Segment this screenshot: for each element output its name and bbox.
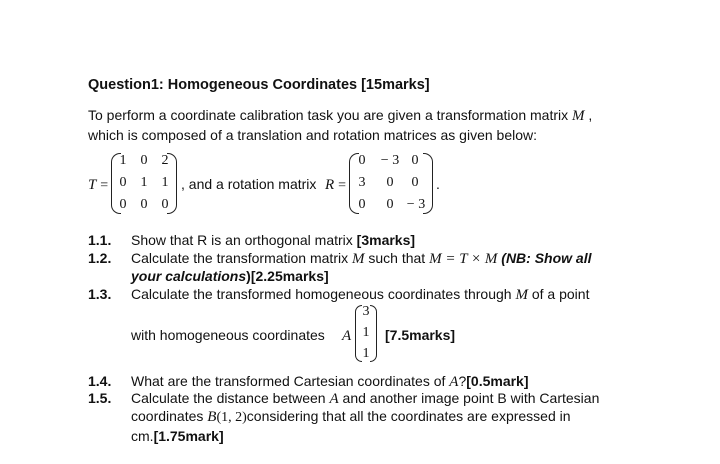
matrix-cell: 3 <box>358 175 366 190</box>
vector-cell: 3 <box>362 304 370 319</box>
vector-cell: 1 <box>362 346 370 361</box>
matrix-cell: 2 <box>161 153 169 168</box>
question-title: Question1: Homogeneous Coordinates [15marks] <box>88 77 430 93</box>
matrix-cell: 1 <box>140 175 148 190</box>
equals-sign: = <box>338 178 346 193</box>
vector-A <box>355 305 377 363</box>
var-A: A <box>329 391 339 407</box>
item-text: of a point <box>527 286 590 302</box>
matrix-T-label <box>88 176 108 194</box>
matrix-cell: 0 <box>119 197 127 212</box>
var-B: B <box>207 409 217 425</box>
matrix-T <box>111 153 177 215</box>
item-text: Show that R is an orthogonal matrix <box>131 232 357 248</box>
item-number: 1.2. <box>88 250 112 266</box>
item-1-5-text-cont2 <box>131 428 224 444</box>
matrix-cell: − 3 <box>380 153 400 168</box>
item-1-1-text <box>131 232 415 248</box>
item-number: 1.5. <box>88 390 112 406</box>
item-1-3-text-cont: with homogeneous coordinates <box>131 327 325 343</box>
note-text: your calculations <box>131 268 247 284</box>
matrix-cell: 0 <box>386 175 394 190</box>
question-mark: ? <box>458 373 467 389</box>
matrix-R-label <box>325 176 346 194</box>
item-text: What are the transformed Cartesian coordinates of <box>131 373 450 389</box>
matrix-cell: 1 <box>161 175 169 190</box>
item-1-5-text-cont <box>131 408 571 426</box>
equals-sign: = <box>100 178 109 193</box>
item-text: and another image point B with Cartesian <box>338 390 600 406</box>
var-M: M <box>515 287 528 303</box>
vector-cell: 1 <box>362 325 370 340</box>
item-1-4-text <box>131 373 529 391</box>
matrix-cell: 1 <box>119 153 127 168</box>
matrix-R <box>349 153 433 215</box>
item-text: cm. <box>131 428 154 444</box>
item-1-5-text <box>131 390 599 408</box>
note-text: (NB: Show all <box>501 250 592 266</box>
var-T: T <box>88 177 97 193</box>
intro-text: To perform a coordinate calibration task you are given a transformation matrix <box>88 107 569 123</box>
item-text: considering that all the coordinates are expressed in <box>246 408 571 424</box>
matrix-cell: 0 <box>411 175 419 190</box>
matrix-cell: 0 <box>140 197 148 212</box>
matrix-cell: − 3 <box>406 197 426 212</box>
item-number: 1.4. <box>88 373 112 389</box>
item-text: Calculate the transformed homogeneous coordinates through <box>131 286 516 302</box>
item-1-3-text <box>131 286 589 304</box>
item-marks: )[2.25marks] <box>246 268 329 284</box>
matrix-period: . <box>436 176 440 192</box>
matrix-cell: 0 <box>411 153 419 168</box>
point-A-label <box>342 327 351 345</box>
var-A: A <box>342 328 352 344</box>
matrix-cell: 0 <box>140 153 148 168</box>
item-text: Calculate the distance between <box>131 390 330 406</box>
item-number: 1.3. <box>88 286 112 302</box>
item-text: coordinates <box>131 408 208 424</box>
intro-comma: , <box>588 107 593 123</box>
var-M: M <box>351 251 365 267</box>
var-A: A <box>449 374 459 390</box>
intro-line-2: which is composed of a translation and rotation matrices as given below: <box>88 127 538 143</box>
matrix-cell: 0 <box>358 197 366 212</box>
var-M: M <box>572 108 585 124</box>
matrix-cell: 0 <box>358 153 366 168</box>
item-1-2-text <box>131 250 592 268</box>
between-text: , and a rotation matrix <box>181 176 317 192</box>
matrix-cell: 0 <box>386 197 394 212</box>
item-marks: [1.75mark] <box>153 428 224 444</box>
item-1-2-text-cont <box>131 268 329 284</box>
item-text: Calculate the transformation matrix <box>131 250 352 266</box>
matrix-cell: 0 <box>119 175 127 190</box>
coords: (1, 2) <box>216 410 247 425</box>
item-text: such that <box>364 250 430 266</box>
item-marks: [7.5marks] <box>385 327 456 343</box>
item-marks: [3marks] <box>356 232 416 248</box>
item-marks: [0.5mark] <box>466 373 529 389</box>
item-number: 1.1. <box>88 232 112 248</box>
formula: M = T × M <box>429 251 498 267</box>
intro-line-1 <box>88 105 592 126</box>
matrix-cell: 0 <box>161 197 169 212</box>
var-R: R <box>325 177 335 193</box>
